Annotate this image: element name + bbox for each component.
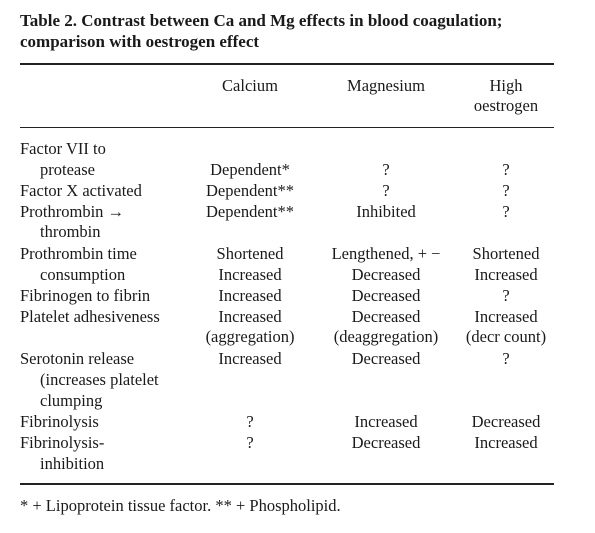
cell-calcium: Increased: [218, 265, 282, 284]
cell-oestrogen: ?: [502, 286, 510, 305]
cell-oestrogen: ?: [502, 160, 510, 179]
table-row: [0, 412, 595, 432]
table-row: [0, 181, 595, 201]
table-row: [0, 327, 595, 347]
cell-calcium: Increased: [218, 349, 282, 368]
row-label: Factor X activated: [20, 181, 142, 200]
table-row: [0, 202, 595, 222]
cell-calcium: Increased: [218, 307, 282, 326]
table-row: [0, 160, 595, 180]
table-row: [0, 265, 595, 285]
row-label: thrombin: [40, 222, 101, 241]
cell-oestrogen: ?: [502, 349, 510, 368]
cell-magnesium: Decreased: [351, 349, 421, 368]
header-high-oestrogen-line2: oestrogen: [473, 96, 539, 115]
row-label: Fibrinogen to fibrin: [20, 286, 151, 305]
cell-calcium: (aggregation): [205, 327, 295, 346]
row-label: (increases platelet: [40, 370, 159, 389]
cell-oestrogen: ?: [502, 181, 510, 200]
cell-calcium: Dependent*: [210, 160, 290, 179]
row-label: Fibrinolysis: [20, 412, 99, 431]
cell-calcium: ?: [246, 433, 254, 452]
cell-calcium: Dependent**: [206, 181, 294, 200]
cell-oestrogen: Increased: [474, 307, 538, 326]
cell-magnesium: Decreased: [351, 286, 421, 305]
row-label: Serotonin release: [20, 349, 135, 368]
bottom-rule: [20, 483, 554, 485]
cell-oestrogen: Increased: [474, 265, 538, 284]
table-caption: Table 2. Contrast between Ca and Mg effects in blood coagulation; comparison with oestrogen effect: [20, 11, 503, 51]
header-high-oestrogen-line1: High: [489, 76, 523, 95]
cell-calcium: Increased: [218, 286, 282, 305]
table-row: [0, 222, 595, 242]
table-row: [0, 307, 595, 327]
cell-magnesium: Decreased: [351, 307, 421, 326]
cell-oestrogen: Increased: [474, 433, 538, 452]
table-row: [0, 244, 595, 264]
cell-oestrogen: Shortened: [472, 244, 540, 263]
cell-magnesium: (deaggregation): [333, 327, 439, 346]
table-row: [0, 391, 595, 411]
row-label: Prothrombin time: [20, 244, 137, 263]
cell-magnesium: Decreased: [351, 265, 421, 284]
top-rule: [20, 63, 554, 65]
cell-magnesium: Decreased: [351, 433, 421, 452]
cell-oestrogen: ?: [502, 202, 510, 221]
cell-magnesium: Increased: [354, 412, 418, 431]
header-rule: [20, 127, 554, 128]
cell-magnesium: ?: [382, 160, 390, 179]
cell-oestrogen: Decreased: [471, 412, 541, 431]
cell-calcium: Shortened: [216, 244, 284, 263]
row-label: Factor VII to: [20, 139, 106, 158]
table-row: [0, 286, 595, 306]
cell-magnesium: Inhibited: [356, 202, 416, 221]
row-label: Prothrombin →: [20, 202, 125, 221]
header-magnesium: Magnesium: [347, 76, 425, 95]
table-row: [0, 454, 595, 474]
header-calcium: Calcium: [222, 76, 278, 95]
cell-calcium: Dependent**: [206, 202, 294, 221]
cell-oestrogen: (decr count): [465, 327, 547, 346]
cell-magnesium: Lengthened, + −: [331, 244, 441, 263]
table-row: [0, 349, 595, 369]
row-label: clumping: [40, 391, 103, 410]
row-label: protease: [40, 160, 95, 179]
footnote: * + Lipoprotein tissue factor. ** + Phospholipid.: [20, 496, 341, 515]
table-row: [0, 139, 595, 159]
cell-calcium: ?: [246, 412, 254, 431]
row-label: Fibrinolysis-: [20, 433, 105, 452]
table-row: [0, 370, 595, 390]
cell-magnesium: ?: [382, 181, 390, 200]
row-label: Platelet adhesiveness: [20, 307, 160, 326]
table-row: [0, 433, 595, 453]
row-label: consumption: [40, 265, 126, 284]
row-label: inhibition: [40, 454, 105, 473]
